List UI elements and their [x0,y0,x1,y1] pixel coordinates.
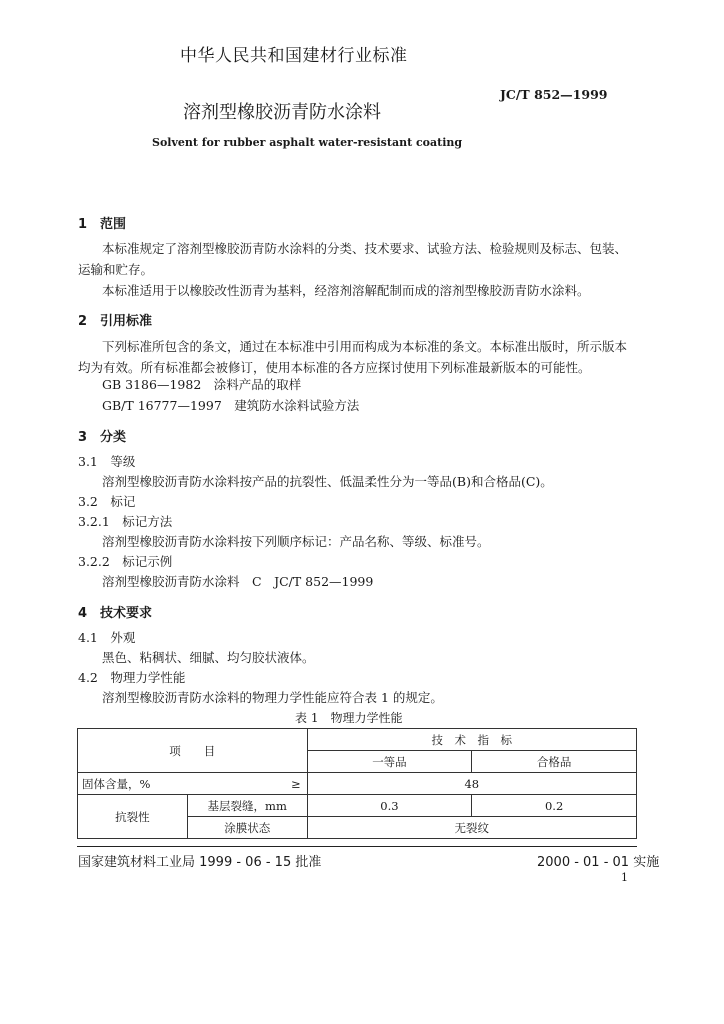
section-3-2-heading: 3.2 标记 [78,494,136,509]
section-2-paragraph: 下列标准所包含的条文，通过在本标准中引用而构成为本标准的条文。本标准出版时，所示版本均为有效。所有标准都会被修订，使用本标准的各方应探讨使用下列标准最新版本的可能性。 [78,339,628,375]
film-state-label: 涂膜状态 [187,817,307,839]
table-header-grade-b: 一等品 [307,751,472,773]
solid-content-operator: ≥ [187,773,307,795]
table-header-item: 项 目 [78,729,308,773]
footer-divider [77,846,637,847]
reference-1: GB 3186—1982 涂料产品的取样 [102,377,302,392]
solid-content-value: 48 [307,773,636,795]
table-row [78,773,637,795]
section-3-1-text: 溶剂型橡胶沥青防水涂料按产品的抗裂性、低温柔性分为一等品(B)和合格品(C)。 [102,474,553,489]
section-4-1-text: 黑色、粘稠状、细腻、均匀胶状液体。 [102,650,315,665]
base-crack-grade-b: 0.3 [307,795,472,817]
table-row [78,795,637,817]
document-title-en: Solvent for rubber asphalt water-resistant coating [152,136,463,149]
section-3-1-heading: 3.1 等级 [78,454,136,469]
section-1-paragraph-1: 本标准规定了溶剂型橡胶沥青防水涂料的分类、技术要求、试验方法、检验规则及标志、包装、运输和贮存。 [78,241,628,277]
section-4-2-heading: 4.2 物理力学性能 [78,670,186,685]
base-crack-grade-c: 0.2 [472,795,637,817]
table-caption: 表 1 物理力学性能 [295,711,403,725]
section-3-2-2-heading: 3.2.2 标记示例 [78,554,173,569]
section-3-heading: 3 分类 [78,430,127,445]
section-4-1-heading: 4.1 外观 [78,630,136,645]
crack-resistance-label: 抗裂性 [78,795,188,839]
film-state-value: 无裂纹 [307,817,636,839]
page-number: 1 [621,871,628,884]
base-crack-label: 基层裂缝，mm [187,795,307,817]
solid-content-label: 固体含量，% [78,773,188,795]
section-3-2-2-text: 溶剂型橡胶沥青防水涂料 C JC/T 852—1999 [102,574,374,589]
effective-date: 2000 - 01 - 01 实施 [537,855,660,870]
section-1-paragraph-2: 本标准适用于以橡胶改性沥青为基料，经溶剂溶解配制而成的溶剂型橡胶沥青防水涂料。 [102,283,590,298]
physical-properties-table [77,728,637,839]
standard-code: JC/T 852—1999 [500,87,608,102]
standard-organization: 中华人民共和国建材行业标准 [180,46,408,66]
table-header-grade-c: 合格品 [472,751,637,773]
section-4-2-text: 溶剂型橡胶沥青防水涂料的物理力学性能应符合表 1 的规定。 [102,690,443,705]
section-4-heading: 4 技术要求 [78,606,153,621]
section-3-2-1-heading: 3.2.1 标记方法 [78,514,173,529]
section-1-heading: 1 范围 [78,217,127,232]
approval-date: 国家建筑材料工业局 1999 - 06 - 15 批准 [78,855,322,870]
table-header-spec: 技 术 指 标 [307,729,636,751]
section-2-heading: 2 引用标准 [78,314,153,329]
document-title-cn: 溶剂型橡胶沥青防水涂料 [183,102,381,123]
section-3-2-1-text: 溶剂型橡胶沥青防水涂料按下列顺序标记：产品名称、等级、标准号。 [102,534,490,549]
reference-2: GB/T 16777—1997 建筑防水涂料试验方法 [102,398,360,413]
